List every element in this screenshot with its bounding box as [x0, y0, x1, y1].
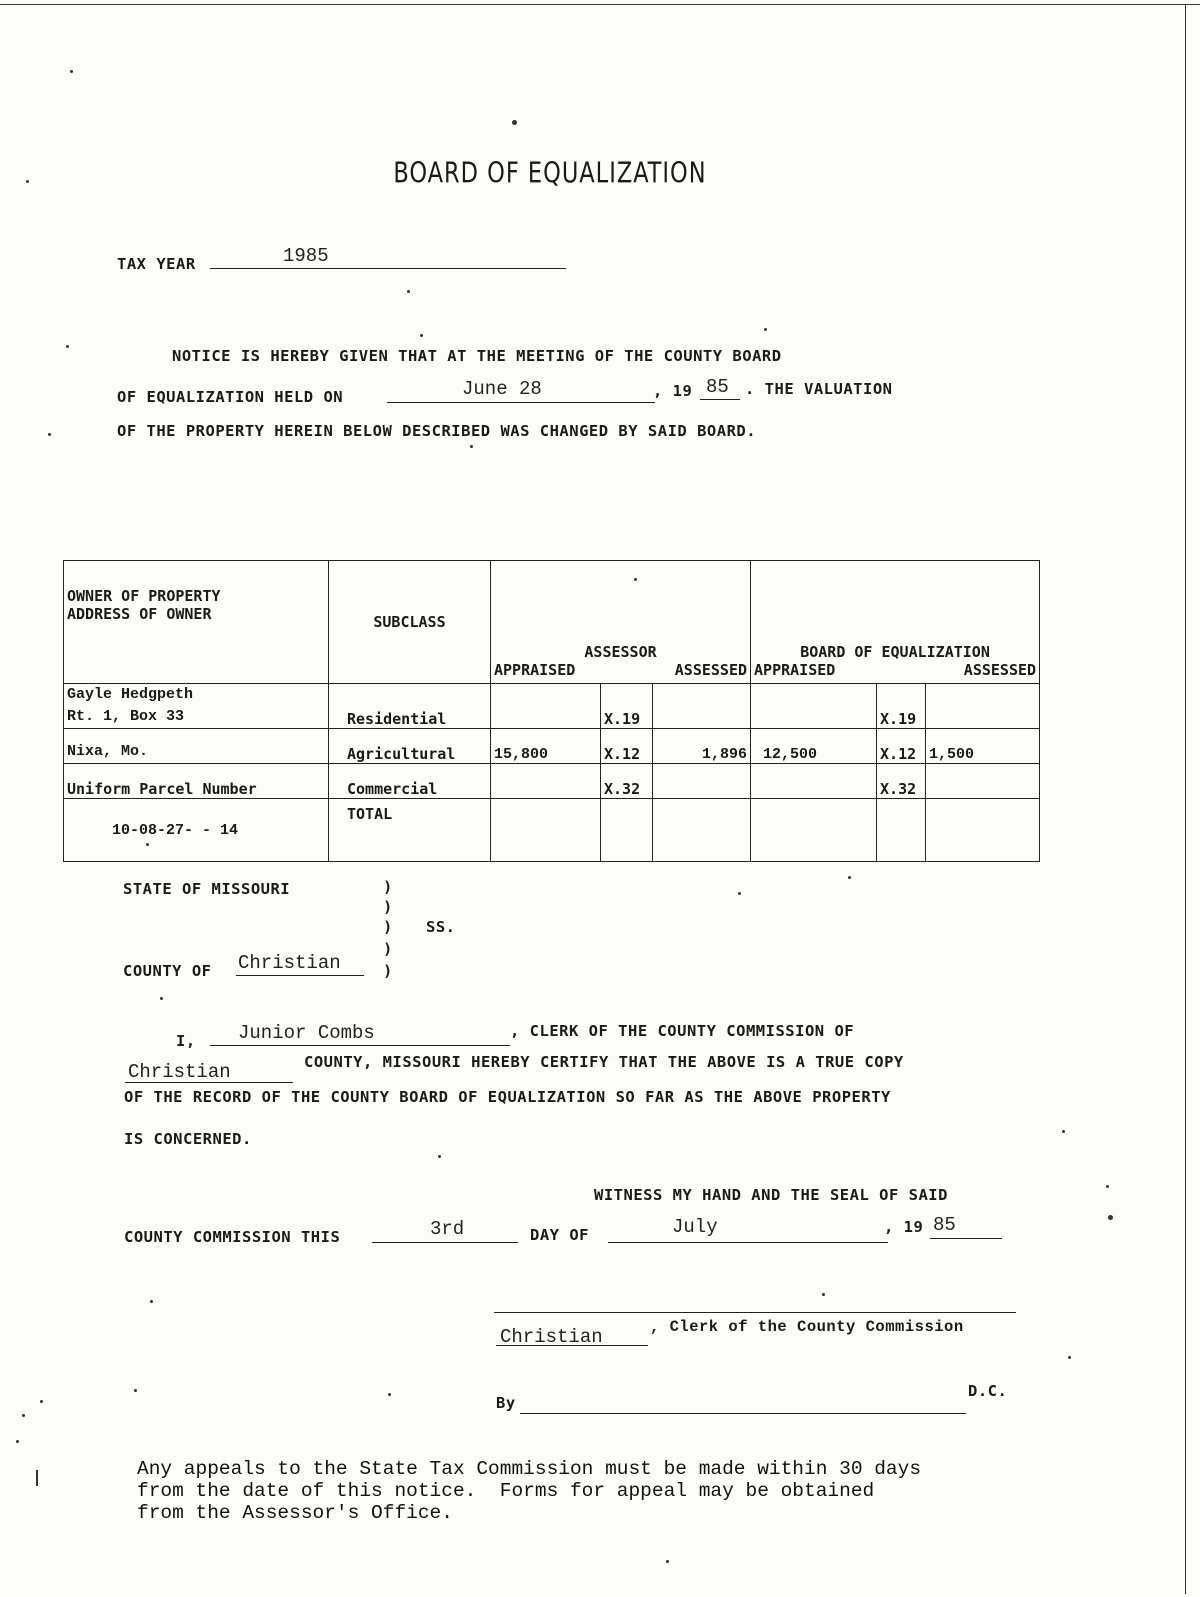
meeting-year-prefix: , 19	[653, 382, 693, 400]
boe-appraised-cell	[751, 764, 877, 799]
total-boe-appraised	[751, 799, 877, 862]
assessor-appraised-header: APPRAISED	[494, 661, 576, 679]
meeting-year-value: 85	[706, 376, 729, 398]
boe-assessed-cell	[926, 764, 1040, 799]
cert-line-2-suffix: COUNTY, MISSOURI HEREBY CERTIFY THAT THE ABOVE IS A TRUE COPY	[304, 1053, 904, 1071]
total-label: TOTAL	[329, 799, 491, 862]
scan-speck	[470, 445, 473, 448]
parcel-label: Uniform Parcel Number	[64, 764, 329, 799]
boe-header-title: BOARD OF EQUALIZATION	[800, 643, 990, 661]
scan-speck	[150, 1300, 153, 1303]
document-title: BOARD OF EQUALIZATION	[393, 155, 707, 190]
ss-label: SS.	[426, 918, 456, 936]
assessor-assessed-cell	[653, 684, 751, 729]
assessor-multiplier-cell: X.32	[601, 764, 653, 799]
tax-year-value: 1985	[283, 245, 329, 267]
scan-speck	[48, 433, 51, 436]
assessor-header-title: ASSESSOR	[584, 643, 657, 661]
assessor-multiplier-cell: X.19	[601, 684, 653, 729]
by-label: By	[496, 1394, 516, 1412]
dc-label: D.C.	[968, 1382, 1008, 1400]
scan-speck	[634, 578, 637, 581]
valuation-table	[63, 560, 1040, 862]
scan-speck	[1068, 1356, 1071, 1359]
notice-line-3: OF THE PROPERTY HEREIN BELOW DESCRIBED WAS CHANGED BY SAID BOARD.	[117, 422, 757, 440]
assessor-multiplier-cell: X.12	[601, 729, 653, 764]
tax-year-label: TAX YEAR	[117, 255, 196, 273]
assessor-assessed-header: ASSESSED	[674, 661, 748, 679]
venue-paren: )	[383, 898, 393, 916]
venue-paren: )	[383, 918, 393, 936]
cert-line-4: IS CONCERNED.	[124, 1130, 252, 1148]
scan-speck	[407, 290, 410, 293]
cert-line-3: OF THE RECORD OF THE COUNTY BOARD OF EQUALIZATION SO FAR AS THE ABOVE PROPERTY	[124, 1088, 891, 1106]
assessor-assessed-cell: 1,896	[653, 729, 751, 764]
table-header-row	[64, 561, 1040, 684]
boe-multiplier-cell: X.12	[877, 729, 926, 764]
subclass-cell: Commercial	[329, 764, 491, 799]
notice-line-1: NOTICE IS HEREBY GIVEN THAT AT THE MEETING OF THE COUNTY BOARD	[172, 347, 782, 365]
owner-header-line-2: ADDRESS OF OWNER	[67, 605, 212, 623]
owner-header-line-1: OWNER OF PROPERTY	[67, 587, 221, 605]
month-line	[608, 1222, 888, 1243]
venue-paren: )	[383, 940, 393, 958]
state-label: STATE OF MISSOURI	[123, 880, 291, 898]
scan-speck	[146, 843, 149, 846]
boe-appraised-cell: 12,500	[751, 729, 877, 764]
cert-year-prefix: , 19	[884, 1218, 924, 1236]
day-of-label: DAY OF	[530, 1226, 589, 1244]
scan-speck	[764, 328, 767, 331]
total-assessor-multiplier	[601, 799, 653, 862]
owner-address-2: Nixa, Mo.	[64, 729, 329, 764]
scan-speck	[16, 1440, 19, 1443]
boe-assessed-cell: 1,500	[926, 729, 1040, 764]
scan-speck	[1108, 1215, 1113, 1220]
boe-multiplier-cell: X.19	[877, 684, 926, 729]
scan-speck	[848, 876, 851, 879]
cert-year-value: 85	[933, 1214, 956, 1236]
cert-county: Christian	[128, 1061, 231, 1083]
by-line	[520, 1393, 966, 1414]
subclass-header: SUBCLASS	[329, 561, 491, 684]
scan-speck	[134, 1389, 137, 1392]
total-assessor-assessed	[653, 799, 751, 862]
parcel-number: 10-08-27- - 14	[64, 799, 329, 862]
clerk-name: Junior Combs	[238, 1022, 375, 1044]
signature-county: Christian	[500, 1326, 603, 1348]
scan-speck	[666, 1560, 669, 1563]
total-boe-multiplier	[877, 799, 926, 862]
assessor-appraised-cell	[491, 684, 601, 729]
tax-year-line	[210, 248, 566, 269]
boe-assessed-header: ASSESSED	[963, 661, 1037, 679]
notice-line-2-suffix: . THE VALUATION	[745, 380, 893, 398]
total-assessor-appraised	[491, 799, 601, 862]
scan-speck	[388, 1393, 391, 1396]
scan-speck	[822, 1293, 825, 1296]
scan-speck	[420, 334, 423, 337]
scan-speck	[738, 892, 741, 895]
notice-line-2-prefix: OF EQUALIZATION HELD ON	[117, 388, 344, 406]
scan-speck	[70, 70, 73, 73]
cert-line-1-suffix: , CLERK OF THE COUNTY COMMISSION OF	[510, 1022, 855, 1040]
scan-speck	[40, 1400, 43, 1403]
boe-appraised-cell	[751, 684, 877, 729]
boe-multiplier-cell: X.32	[877, 764, 926, 799]
scan-speck	[36, 1470, 38, 1486]
assessor-appraised-cell	[491, 764, 601, 799]
owner-header	[64, 561, 329, 684]
owner-cell	[64, 684, 329, 729]
boe-appraised-header: APPRAISED	[754, 661, 836, 679]
appeal-notice: Any appeals to the State Tax Commission must be made within 30 days from the date of this notice. Forms for appeal may be obtained from the Assessor's Office.	[137, 1458, 922, 1524]
owner-name: Gayle Hedgpeth	[67, 686, 194, 703]
assessor-appraised-cell: 15,800	[491, 729, 601, 764]
subclass-cell: Agricultural	[329, 729, 491, 764]
commission-label: COUNTY COMMISSION THIS	[124, 1228, 341, 1246]
page-top-edge	[0, 4, 1200, 5]
boe-header	[751, 561, 1040, 684]
total-boe-assessed	[926, 799, 1040, 862]
scan-speck	[22, 1414, 25, 1417]
county-label: COUNTY OF	[123, 962, 212, 980]
table-row	[64, 799, 1040, 862]
owner-address-1: Rt. 1, Box 33	[67, 708, 185, 725]
table-row	[64, 729, 1040, 764]
witness-text: WITNESS MY HAND AND THE SEAL OF SAID	[594, 1186, 948, 1204]
scan-speck	[1106, 1185, 1109, 1188]
page-right-edge	[1185, 4, 1186, 1594]
scan-speck	[160, 997, 163, 1000]
month-value: July	[672, 1216, 718, 1238]
county-value: Christian	[238, 952, 341, 974]
scan-speck	[26, 180, 29, 183]
assessor-header	[491, 561, 751, 684]
venue-paren: )	[383, 878, 393, 896]
boe-assessed-cell	[926, 684, 1040, 729]
scan-speck	[1062, 1130, 1065, 1133]
assessor-assessed-cell	[653, 764, 751, 799]
venue-paren: )	[383, 962, 393, 980]
meeting-date-value: June 28	[462, 378, 542, 400]
day-value: 3rd	[430, 1218, 465, 1240]
signature-line	[494, 1296, 1016, 1313]
clerk-of-commission-label: , Clerk of the County Commission	[650, 1318, 964, 1336]
scan-speck	[66, 345, 69, 348]
subclass-cell: Residential	[329, 684, 491, 729]
table-row	[64, 684, 1040, 729]
table-row	[64, 764, 1040, 799]
scan-speck	[512, 120, 517, 125]
cert-i-label: I,	[176, 1032, 196, 1050]
scan-speck	[438, 1155, 441, 1158]
